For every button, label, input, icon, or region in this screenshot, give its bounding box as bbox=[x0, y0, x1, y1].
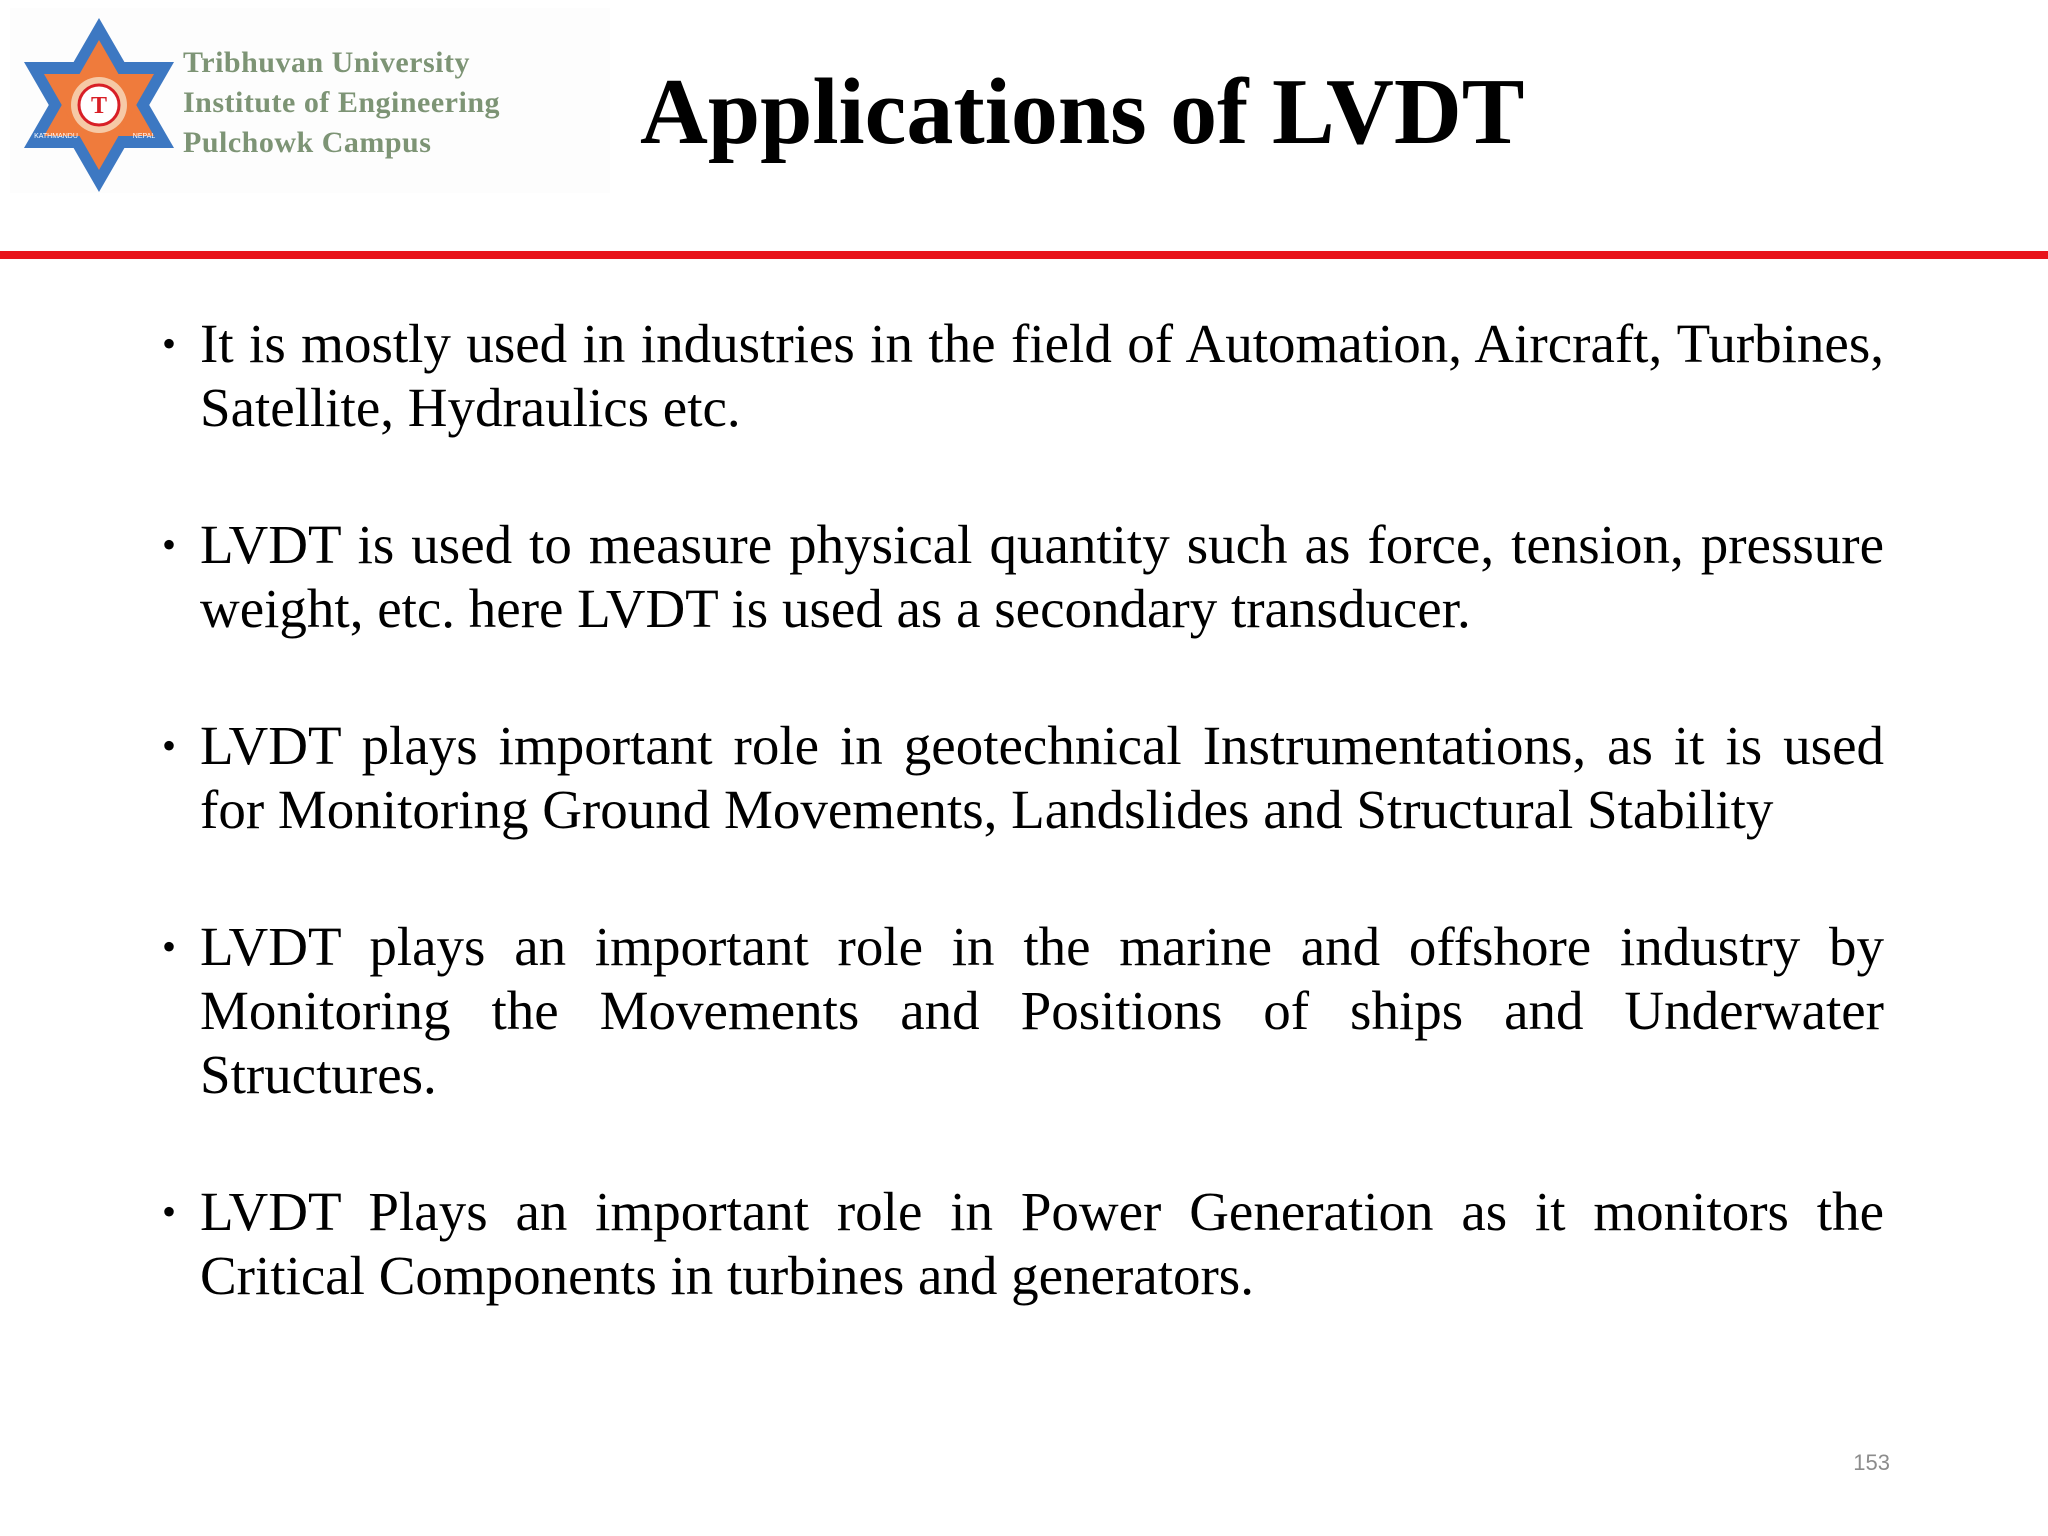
bullet-item bbox=[160, 312, 1884, 440]
institution-name bbox=[183, 43, 500, 163]
institution-logo bbox=[10, 8, 610, 193]
bullet-text: LVDT plays an important role in the marine and offshore industry by Monitoring the Movements and Positions of ships and Underwater Structures. bbox=[200, 916, 1884, 1105]
emblem-word-kathmandu: KATHMANDU bbox=[34, 133, 78, 140]
bullet-marker: • bbox=[162, 321, 177, 366]
bullet-text: LVDT is used to measure physical quantity such as force, tension, pressure weight, etc. here LVDT is used as a secondary transducer. bbox=[200, 514, 1884, 639]
bullet-marker: • bbox=[162, 924, 177, 969]
header-divider bbox=[0, 251, 2048, 259]
bullet-text: LVDT Plays an important role in Power Generation as it monitors the Critical Components in turbines and generators. bbox=[200, 1181, 1884, 1306]
emblem-word-nepal: NEPAL bbox=[132, 133, 156, 140]
institution-line-university: Tribhuvan University bbox=[183, 46, 470, 79]
bullet-item bbox=[160, 714, 1884, 842]
institution-line-engineering: Institute of Engineering bbox=[183, 86, 501, 119]
bullet-marker: • bbox=[162, 1189, 177, 1234]
slide-title: Applications of LVDT bbox=[640, 60, 1525, 164]
bullet-list bbox=[160, 312, 1884, 1308]
bullet-item bbox=[160, 513, 1884, 641]
bullet-text: LVDT plays important role in geotechnical Instrumentations, as it is used for Monitoring Ground Movements, Landslides and Structural Stability bbox=[200, 715, 1884, 840]
bullet-marker: • bbox=[162, 723, 177, 768]
bullet-item bbox=[160, 1180, 1884, 1308]
tribhuvan-university-emblem-icon bbox=[14, 10, 184, 195]
page-number: 153 bbox=[1853, 1450, 1890, 1475]
bullet-item bbox=[160, 915, 1884, 1107]
bullet-text: It is mostly used in industries in the field of Automation, Aircraft, Turbines, Satellite, Hydraulics etc. bbox=[200, 313, 1884, 438]
bullet-marker: • bbox=[162, 522, 177, 567]
institution-line-campus: Pulchowk Campus bbox=[183, 126, 432, 159]
emblem-initial: T bbox=[90, 93, 108, 119]
